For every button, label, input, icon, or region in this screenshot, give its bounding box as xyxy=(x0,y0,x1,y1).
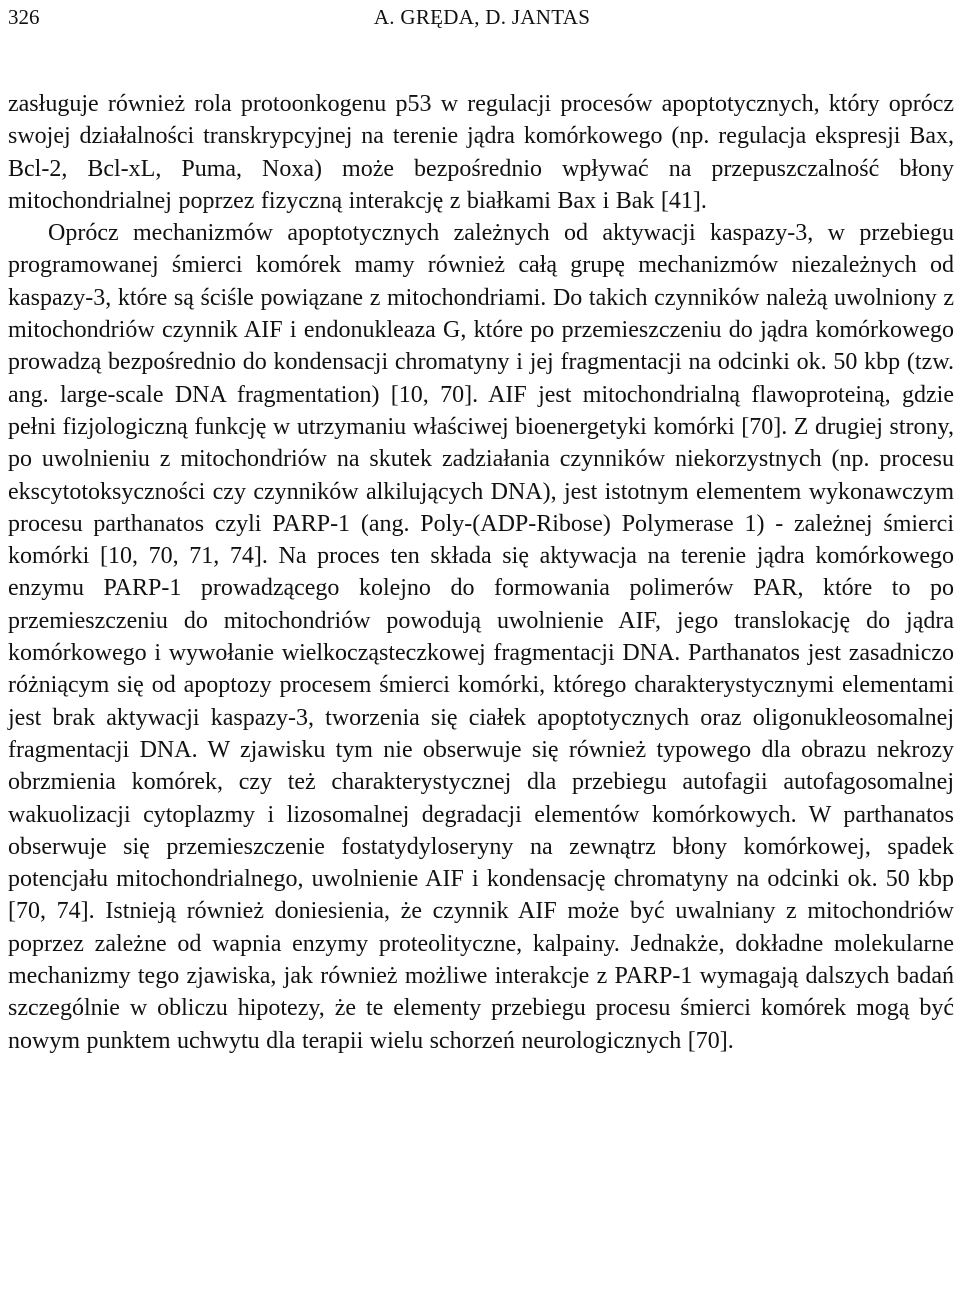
paragraph-text: Oprócz mechanizmów apoptotycznych zależnych od aktywacji kaspazy-3, w przebiegu programowanej śmierci komórek mamy również całą grupę mechanizmów niezależnych od kaspazy-3, które są ściśle powiązane z mitochondriami. Do takich czynników należą uwolniony z mitochondriów czynnik AIF i endonukleaza G, które po przemieszczeniu do jądra komórkowego prowadzą bezpośrednio do kondensacji chromatyny i jej fragmentacji na odcinki ok. 50 kbp (tzw. ang. large-scale DNA fragmentation) [10, 70]. AIF jest mitochondrialną flawoproteiną, gdzie pełni fizjologiczną funkcję w utrzymaniu właściwej bioenergetyki komórki [70]. Z drugiej strony, po uwolnieniu z mitochondriów na skutek zadziałania czynników niekorzystnych (np. procesu ekscytotoksyczności czy czynników alkilujących DNA), jest istotnym elementem wykonawczym procesu parthanatos czyli PARP-1 (ang. Poly-(ADP-Ribose) Polymerase 1) - zależnej śmierci komórki [10, 70, 71, 74]. Na proces ten składa się aktywacja na terenie jądra komórkowego enzymu PARP-1 prowadzącego kolejno do formowania polimerów PAR, które to po przemieszczeniu do mitochondriów powodują uwolnienie AIF, jego translokację do jądra komórkowego i wywołanie wielkocząsteczkowej fragmentacji DNA. Parthanatos jest zasadniczo różniącym się od apoptozy procesem śmierci komórki, którego charakterystycznymi elementami jest brak aktywacji kaspazy-3, tworzenia się ciałek apoptotycznych oraz oligonukleosomalnej fragmentacji DNA. W zjawisku tym nie obserwuje się również typowego dla obrazu nekrozy obrzmienia komórek, czy też charakterystycznej dla przebiegu autofagii autofagosomalnej wakuolizacji cytoplazmy i lizosomalnej degradacji elementów komórkowych. W parthanatos obserwuje się przemieszczenie fostatydyloseryny na zewnątrz błony komórkowej, spadek potencjału mitochondrialnego, uwolnienie AIF i kondensację chromatyny na odcinki ok. 50 kbp [70, 74]. Istnieją również doniesienia, że czynnik AIF może być uwalniany z mitochondriów poprzez zależne od wapnia enzymy proteolityczne, kalpainy. Jednakże, dokładne molekularne mechanizmy tego zjawiska, jak również możliwe interakcje z PARP-1 wymagają dalszych badań szczególnie w obliczu hipotezy, że te elementy przebiegu procesu śmierci komórek mogą być nowym punktem uchwytu dla terapii wielu schorzeń neurologicznych [70]. xyxy=(8,220,954,1054)
paragraph-caspase-independent-mechanisms xyxy=(8,217,954,1057)
running-title: A. GRĘDA, D. JANTAS xyxy=(373,5,591,29)
paragraph-continuation xyxy=(8,88,954,217)
paragraph-text: zasługuje również rola protoonkogenu p53 w regulacji procesów apoptotycznych, który oprócz swojej działalności transkrypcyjnej na terenie jądra komórkowego (np. regulacja ekspresji Bax, Bcl-2, Bcl-xL, Puma, Noxa) może bezpośrednio wpływać na przepuszczalność błony mitochondrialnej poprzez fizyczną interakcję z białkami Bax i Bak [41]. xyxy=(8,91,954,214)
document-page xyxy=(8,0,956,1296)
body-text xyxy=(8,88,954,1057)
running-header xyxy=(8,2,956,32)
page-number: 326 xyxy=(8,5,40,29)
